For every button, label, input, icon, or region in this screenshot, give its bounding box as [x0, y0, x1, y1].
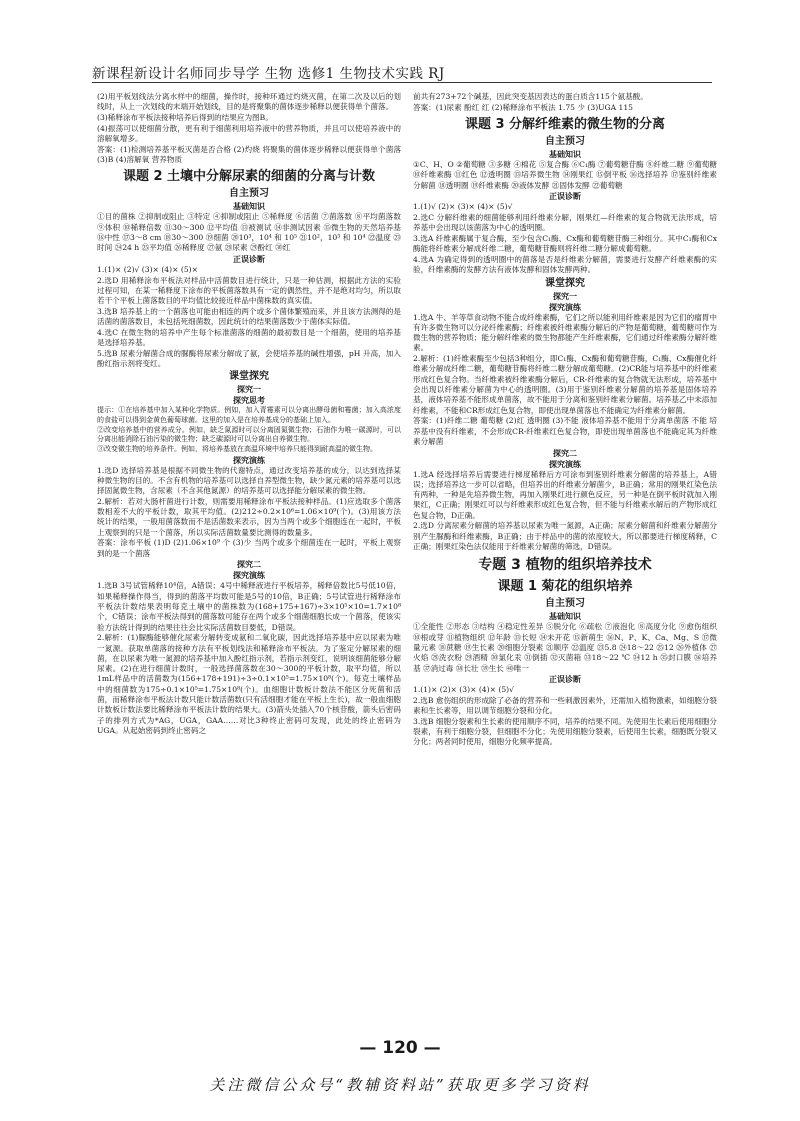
body-paragraph: 1.选B 3号试管稀释10⁴倍，A错误；4号中稀释液进行平板培养，稀释倍数比5号低10倍，如果稀释操作得当，得到的菌落平均数可能是5号的10倍，B正确；5号试管进行稀释涂布平板法计数结果表明每克土壤中的菌株数为(168+175+167)÷3×10⁵×10=1.7×10⁸个，C错误；涂布平板法得到的菌落数可能存在两个或多个细菌细胞长成一个菌落，使该实验方法统计得到的结果往往会比实际活菌数目要低，D错误。	[97, 581, 401, 632]
subsection-heading: 探究演练	[233, 455, 265, 465]
right-column	[413, 92, 717, 748]
body-paragraph: 1.选A 牛、羊等草食动物不能合成纤维素酶，它们之所以能利用纤维素是因为它们的瘤胃中有许多微生物可以分泌纤维素酶；纤维素被纤维素酶分解后的产物是葡萄糖，葡萄糖可作为微生物的营养物质；能分解纤维素的微生物都能产生纤维素酶，它们通过纤维素酶分解纤维素。	[413, 312, 717, 353]
subsection-heading: 正误诊断	[233, 254, 265, 264]
body-paragraph: (2)用平板划线法分离水样中的细菌，操作时，接种环通过灼烧灭菌，在第二次及以后的划线时，从上一次划线的末端开始划线，目的是将聚集的菌体逐步稀释以便获得单个菌落。	[97, 92, 401, 112]
subsection-heading: 探究一	[553, 291, 577, 301]
body-paragraph: 2.选B 愈伤组织的形成除了必备的营养和一些刺激因素外，还需加入植物激素，如细胞分裂素和生长素等，用以调节细胞分裂和分化。	[413, 695, 717, 716]
body-paragraph: (3)稀释涂布平板法接种培养后得到的结果应为图B。	[97, 112, 273, 122]
section-heading: 自主预习	[545, 135, 585, 147]
body-paragraph: 答案：(1)纤维二糖 葡萄糖 (2)红 透明圈 (3)不能 液体培养基不能用于分离单菌落 不能 培养基中没有纤维素，不会形成CR-纤维素红色复合物，即使出现单菌落也不能确定其为纤维素分解菌	[413, 416, 717, 446]
subsection-heading: 正误诊断	[549, 192, 581, 202]
left-column	[97, 92, 401, 737]
subsection-heading: 探究二	[553, 448, 577, 458]
body-paragraph: 2.解析：(1)纤维素酶至少包括3种组分，即C₁酶、Cx酶和葡萄糖苷酶，C₁酶、Cx酶催化纤维素分解成纤维二糖，葡萄糖苷酶将纤维二糖分解成葡萄糖。(2)CR能与培养基中的纤维素形成红色复合物。当纤维素被纤维素酶分解后，CR-纤维素的复合物就无法形成，培养基中会出现以纤维素分解菌为中心的透明圈。(3)用于鉴别纤维素分解菌的培养基是固体培养基，液体培养基不能形成单菌落，故不能用于分离和鉴别纤维素分解菌。培养基乙中未添加纤维素，不能和CR形成红色复合物，即使出现单菌落也不能确定为纤维素分解菌。	[413, 354, 717, 415]
lesson-heading: 课题 1 菊花的组织培养	[497, 579, 633, 595]
subsection-heading: 基础知识	[549, 612, 581, 622]
subsection-heading: 探究演练	[233, 571, 265, 581]
body-paragraph: 2.选C 分解纤维素的细菌能够利用纤维素分解，刚果红—纤维素的复合物就无法形成，培养基中会出现以该菌落为中心的透明圈。	[413, 212, 717, 233]
body-paragraph: 4.选C 在微生物的培养中产生每个标准菌落的细菌的最初数目是一个细菌，使用的培养基是选择培养基。	[97, 327, 401, 348]
section-heading: 课堂探究	[229, 371, 269, 383]
hint-paragraph: ③改变微生物的培养条件。例如，将培养基放在高温环境中培养只能得到耐高温的微生物。	[97, 444, 377, 453]
section-heading: 课堂探究	[545, 277, 585, 289]
body-paragraph: 答案：(1)检测培养基平板灭菌是否合格 (2)灼烧 将聚集的菌体逐步稀释以便获得单个菌落 (3)B (4)溶解氧 营养物质	[97, 144, 401, 164]
hint-paragraph: ②改变培养基中的营养成分。例如，缺乏氮源时可以分离固氮微生物；石油作为唯一碳源时，可以分离出能消除石油污染的微生物；缺乏碳源时可以分离出自养微生物。	[97, 425, 401, 443]
section-heading: 自主预习	[229, 188, 269, 200]
footer-note: 关注微信公众号“教辅资料站”获取更多学习资料	[209, 1076, 591, 1094]
hint-paragraph: 提示：①在培养基中加入某种化学物质。例如，加入青霉素可以分离出酵母菌和霉菌；加入高浓度的食盐可以得到金黄色葡萄球菌。这里的加入是在培养基成分的基础上加入。	[97, 406, 401, 424]
subsection-heading: 探究演练	[549, 459, 581, 469]
body-paragraph: 答案：涂布平板 (1)D (2)1.06×10⁹ 个 (3)少 当两个或多个细菌连在一起时，平板上观察到的是一个菌落	[97, 538, 401, 558]
body-paragraph: 1.(1)× (2)× (3)× (4)× (5)√	[413, 685, 514, 695]
body-paragraph: 2.选D 用稀释涂布平板法对样品中活菌数目进行统计，只是一种估测，根据此方法的实验过程可知，在某一稀释度下涂布的平板菌落数具有一定的偶然性，并不是绝对均匀，所以取若干个平板上菌落数目的平均值比较接近样品中菌株数的真实值。	[97, 275, 401, 306]
subsection-heading: 探究二	[237, 560, 261, 570]
body-paragraph: 2.选D 分离尿素分解菌的培养基以尿素为唯一氮源，A正确；尿素分解菌和纤维素分解菌分别产生脲酶和纤维素酶，B正确；由于样品中的菌的浓度较大，所以都要进行梯度稀释，C正确；刚果红染色法仅能用于纤维素分解菌的筛选，D错误。	[413, 521, 717, 552]
body-paragraph: 3.选B 细胞分裂素和生长素的使用顺序不同，培养的结果不同。先使用生长素后使用细胞分裂素，有利于细胞分裂，但细胞不分化；先使用细胞分裂素，后使用生长素，细胞既分裂又分化；两者同时使用，细胞分化频率提高。	[413, 716, 717, 747]
subsection-heading: 基础知识	[233, 202, 265, 212]
body-paragraph: 前共有273+72个碱基，因此突变基因表达的蛋白质含115个氨基酸。	[413, 92, 648, 101]
subsection-heading: 探究一	[237, 385, 261, 395]
body-paragraph: ①C、H、O ②葡萄糖 ③多糖 ④棉花 ⑤复合酶 ⑥C₁酶 ⑦葡萄糖苷酶 ⑧纤维二糖 ⑨葡萄糖 ⑩纤维素酶 ⑪红色 ⑫透明圈 ⑬培养微生物 ⑭刚果红 ⑮倒平板 ⑯选择培养 ⑰鉴别纤维素分解菌 ⑱透明圈 ⑲纤维素酶 ⑳液体发酵 ㉑固体发酵 ㉒葡萄糖	[413, 159, 717, 190]
subsection-heading: 探究演练	[549, 302, 581, 312]
body-paragraph: 答案：(1)尿素 酚红 红 (2)稀释涂布平板法 1.75 少 (3)UGA 115	[413, 102, 634, 112]
body-paragraph: 3.选B 培养基上的一个菌落也可能由相连的两个或多个菌体繁殖而来，并且该方法测得的是活菌的菌落数目，未包括死细菌数，因此统计的结果菌落数少于菌体实际值。	[97, 306, 401, 327]
body-paragraph: 2.解析：(1)脲酶能够催化尿素分解转变成氨和二氧化碳，因此选择培养基中应以尿素为唯一氮源。获取单菌落的接种方法有平板划线法和稀释涂布平板法。为了鉴定分解尿素的细菌，在以尿素为唯一氮源的培养基中加入酚红指示剂，若指示剂变红，说明该细菌能够分解尿素。(2)在进行细菌计数时，一般选择菌落数在30～300的平板计数，取平均值，所以1mL样品中的活菌数为(156+178+191)÷3÷0.1×10⁵=1.75×10⁸(个)。每克土壤样品中的细菌数为175÷0.1×10⁵=1.75×10⁸(个)。血细胞计数板计数法不能区分死菌和活菌，而稀释涂布平板法计数只能计数活菌数(只有活细胞才能在平板上生长)，故一般血细胞计数板计数法要比稀释涂布平板法计数的结果大。(3)箭头处插入70个核苷酸，箭头后密码子的排列方式为*AG，UGA，GAA……对比3种终止密码可发现，此处的终止密码为UGA。从起始密码到终止密码之	[97, 633, 401, 735]
body-paragraph: (4)振荡可以使细菌分散，更有利于细菌利用培养液中的营养物质，并且可以使培养液中的溶解氧增多。	[97, 123, 401, 143]
subsection-heading: 探究思考	[233, 396, 265, 406]
body-paragraph: 3.选A 纤维素酶属于复合酶，至少包含C₁酶、Cx酶和葡萄糖苷酶三种组分。其中C₁酶和Cx酶能将纤维素分解成纤维二糖，葡萄糖苷酶则将纤维二糖分解成葡萄糖。	[413, 233, 717, 254]
body-paragraph: 2.解析：若对大肠杆菌进行计数，则需要用稀释涂布平板法接种样品。(1)应选取多个菌落数相差不大的平板计数，取其平均值。(2)212÷0.2×10⁶=1.06×10⁹(个)。(3)用该方法统计的结果，一般用菌落数而不是活菌数来表示，因为当两个或多个细胞连在一起时，平板上观察到的只是一个菌落，所以实际活菌数量要比测得的数量多。	[97, 496, 401, 537]
lesson-heading: 课题 3 分解纤维素的微生物的分离	[464, 116, 666, 132]
body-paragraph: 1.(1)× (2)√ (3)× (4)× (5)×	[97, 264, 198, 274]
subsection-heading: 基础知识	[549, 149, 581, 159]
body-paragraph: 1.选A 经选择培养后需要进行梯度稀释后方可涂布到鉴别纤维素分解菌的培养基上，A错误；选择培养这一步可以省略，但培养出的纤维素分解菌少，B正确；常用的刚果红染色法有两种，一种是先培养微生物，再加入刚果红进行颜色反应，另一种是在倒平板时就加入刚果红，C正确；刚果红可以与纤维素形成红色复合物，但不能与纤维素水解后的产物形成红色复合物，D正确。	[413, 469, 717, 520]
section-heading: 自主预习	[545, 598, 585, 610]
body-paragraph: 5.选B 尿素分解菌合成的脲酶将尿素分解成了氨，会使培养基的碱性增强，pH 升高，加入酚红指示剂将变红。	[97, 348, 401, 369]
lesson-heading: 课题 2 土壤中分解尿素的细菌的分离与计数	[122, 169, 376, 185]
running-header: 新课程新设计名师同步导学 生物 选修1 生物技术实践 RJ	[92, 66, 445, 82]
header-rule	[92, 82, 712, 83]
topic-heading: 专题 3 植物的组织培养技术	[478, 557, 652, 574]
page-number: — 120 —	[359, 1038, 441, 1058]
body-paragraph: 4.选A 为确定得到的透明圈中的菌落是否是纤维素分解菌，需要进行发酵产纤维素酶的实验，纤维素酶的发酵方法有液体发酵和固体发酵两种。	[413, 254, 717, 275]
subsection-heading: 正误诊断	[549, 675, 581, 685]
body-paragraph: 1.选D 选择培养基是根据不同微生物的代谢特点，通过改变培养基的成分，以达到选择某种微生物的目的。不含有机物的培养基可以选择自养型微生物，缺少氮元素的培养基可以选择固氮微生物，含尿素（不含其他氮源）的培养基可以选择能分解尿素的微生物。	[97, 465, 401, 496]
body-paragraph: 1.(1)√ (2)× (3)× (4)× (5)√	[413, 202, 513, 212]
body-paragraph: ①目的菌株 ②抑制或阻止 ③特定 ④抑制或阻止 ⑤稀释度 ⑥活菌 ⑦菌落数 ⑧平均菌落数 ⑨体积 ⑩稀释倍数 ⑪30～300 ⑫平均值 ⑬被测试 ⑭非测试因素 ⑮微生物的天然培养基 ⑯中性 ⑰3～8 cm ⑱30～300 ⑲细菌 ⑳10³，10⁴ 和 10⁵ ㉑10²，10³ 和 10⁴ ㉒温度 ㉓时间 ㉔24 h ㉕平均值 ㉖稀释度 ㉗氨 ㉘尿素 ㉙酚红 ㉚红	[97, 212, 401, 253]
body-paragraph: ①全能性 ②形态 ③结构 ④稳定性差异 ⑤脱分化 ⑥疏松 ⑦液泡化 ⑧高度分化 ⑨愈伤组织 ⑩根或芽 ⑪植物组织 ⑫年龄 ⑬长短 ⑭未开花 ⑮新萌生 ⑯N、P、K、Ca、Mg、S ⑰微量元素 ⑱蔗糖 ⑲生长素 ⑳细胞分裂素 ㉑顺序 ㉒温度 ㉓5.8 ㉔18～22 ㉕12 ㉖外植体 ㉗火焰 ㉘洗衣粉 ㉙酒精 ㉚氯化汞 ㉛倒插 ㉜灭菌箱 ㉝18～22 ℃ ㉞12 h ㉟封口膜 ㊱培养基 ㊲消过毒 ㊳长壮 ㊴生长 ㊵唯一	[413, 622, 717, 673]
